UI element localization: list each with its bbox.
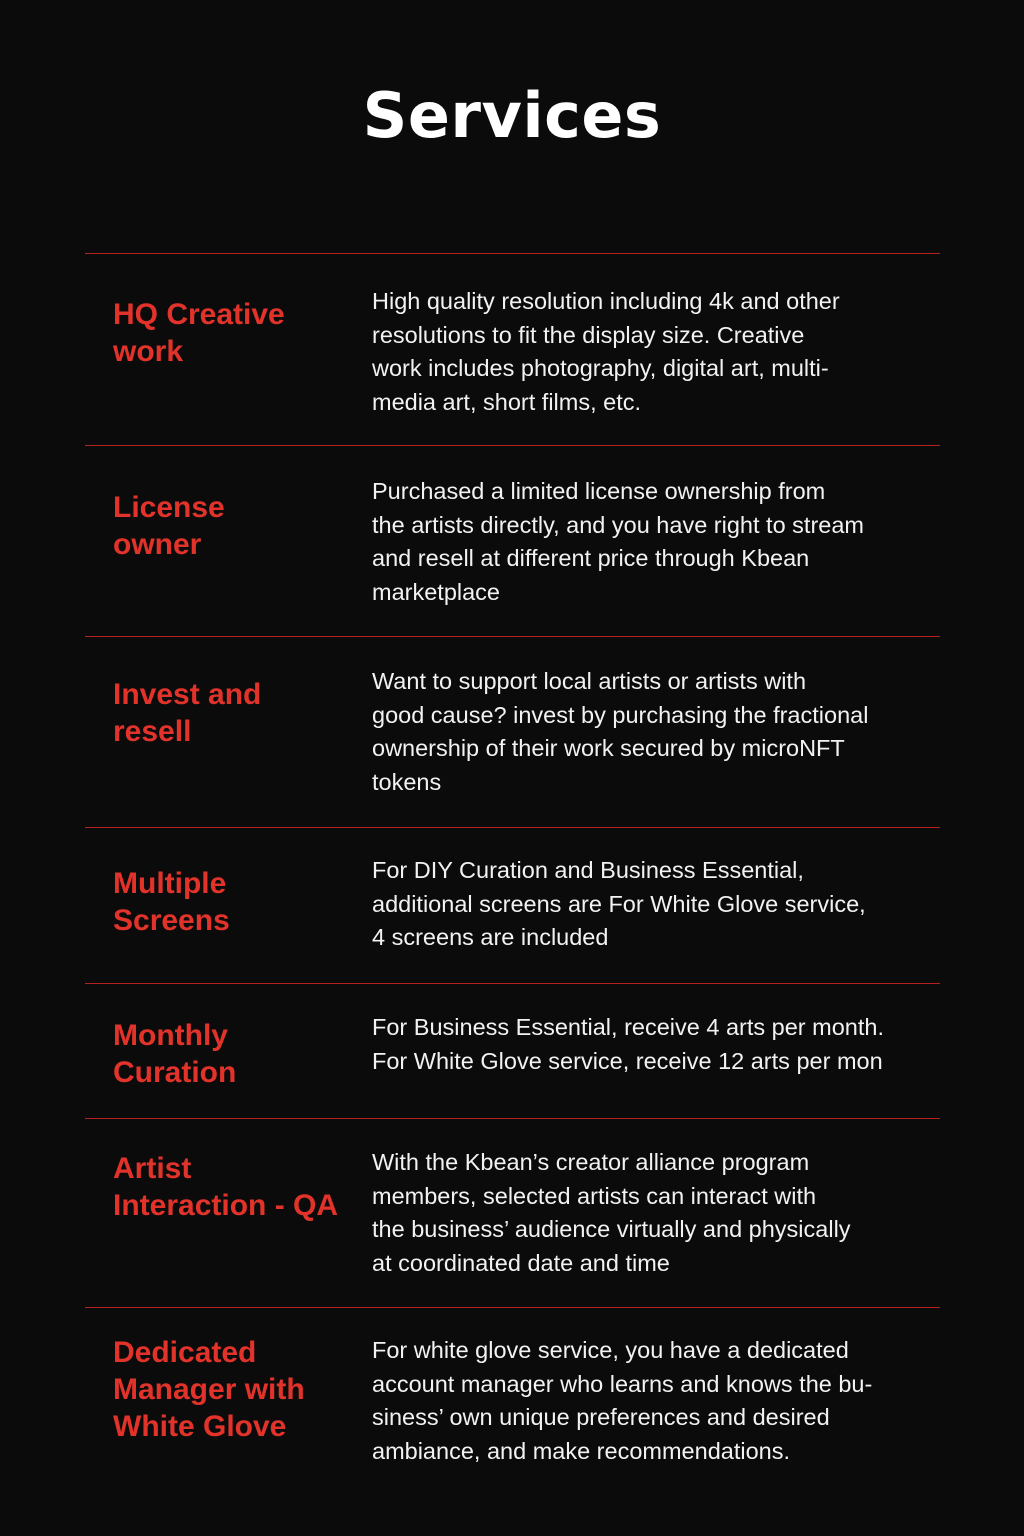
row-divider bbox=[85, 983, 940, 984]
row-divider bbox=[85, 1118, 940, 1119]
service-description-license-owner: Purchased a limited license ownership from the artists directly, and you have right to stream and resell at different price through Kbean marketplace bbox=[372, 478, 864, 605]
row-divider bbox=[85, 636, 940, 637]
service-name-dedicated-manager: Dedicated Manager with White Glove bbox=[113, 1336, 305, 1443]
service-name-multiple-screens: Multiple Screens bbox=[113, 867, 230, 937]
service-name-invest-and-resell: Invest and resell bbox=[113, 678, 262, 748]
page-title: Services bbox=[362, 79, 662, 152]
service-description-hq-creative-work: High quality resolution including 4k and other resolutions to fit the display size. Creative work includes photography, digital art, multi- media art, short films, etc. bbox=[372, 288, 840, 415]
service-name-monthly-curation: Monthly Curation bbox=[113, 1019, 237, 1089]
row-divider bbox=[85, 1307, 940, 1308]
service-description-monthly-curation: For Business Essential, receive 4 arts per month. For White Glove service, receive 12 arts per mon bbox=[372, 1014, 884, 1074]
row-divider bbox=[85, 827, 940, 828]
row-divider bbox=[85, 445, 940, 446]
service-name-hq-creative-work: HQ Creative work bbox=[113, 298, 285, 368]
service-description-artist-interaction-qa: With the Kbean’s creator alliance program members, selected artists can interact with the business’ audience virtually and physically at coordinated date and time bbox=[372, 1149, 851, 1276]
service-name-license-owner: License owner bbox=[113, 491, 225, 561]
service-description-invest-and-resell: Want to support local artists or artists with good cause? invest by purchasing the fractional ownership of their work secured by microNFT tokens bbox=[372, 668, 869, 795]
service-name-artist-interaction-qa: Artist Interaction - QA bbox=[113, 1152, 339, 1222]
service-description-multiple-screens: For DIY Curation and Business Essential, additional screens are For White Glove service, 4 screens are included bbox=[372, 857, 866, 950]
row-divider bbox=[85, 253, 940, 254]
service-description-dedicated-manager: For white glove service, you have a dedicated account manager who learns and knows the bu- siness’ own unique preferences and desired ambiance, and make recommendations. bbox=[372, 1337, 873, 1464]
